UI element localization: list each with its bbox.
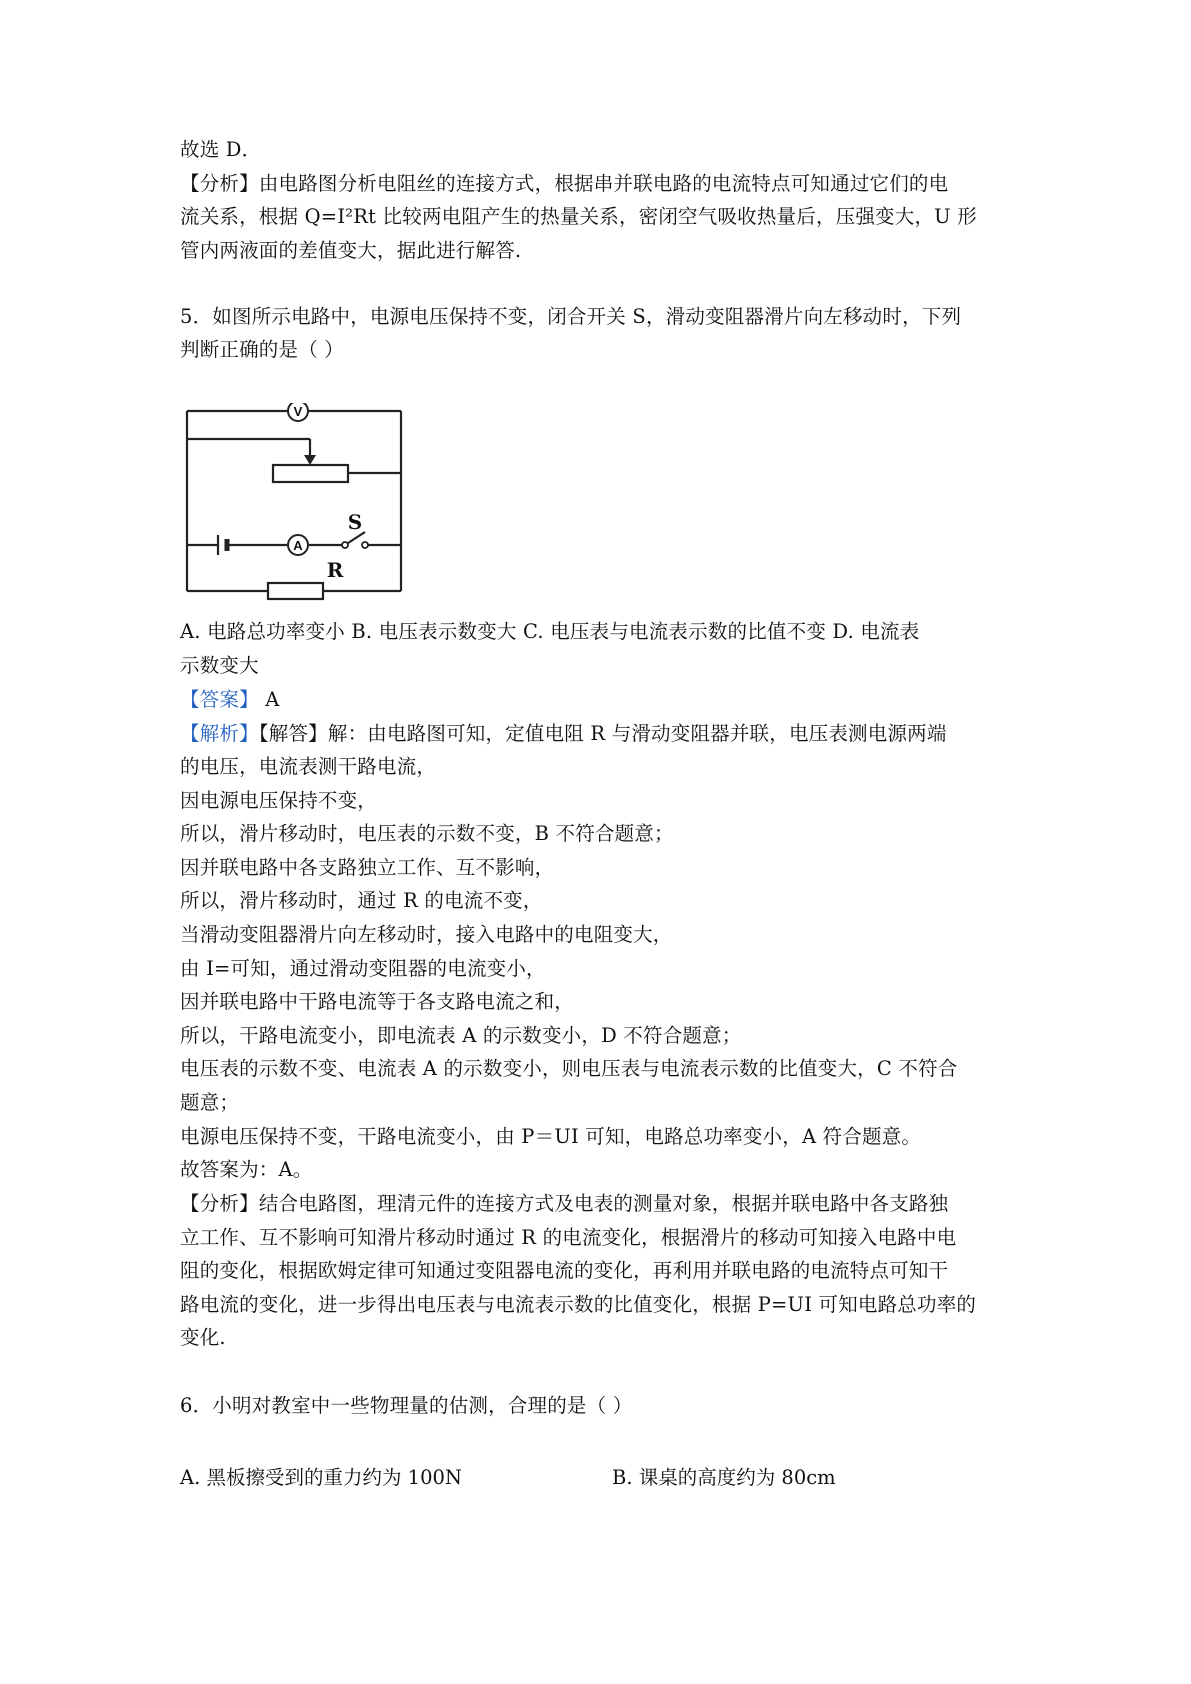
ammeter-label: A [293, 538, 303, 553]
q5-analysis-line-2: 立工作、互不影响可知滑片移动时通过 R 的电流变化，根据滑片的移动可知接入电路中电 [180, 1226, 957, 1249]
explain-tag: 【解析】 [180, 722, 259, 745]
q5-options-line-2: 示数变大 [180, 654, 259, 677]
q5-explain-line-6: 所以，滑片移动时，通过 R 的电流不变， [180, 889, 543, 912]
q5-analysis-line-3: 阻的变化，根据欧姆定律可知通过变阻器电流的变化，再利用并联电路的电流特点可知干 [180, 1259, 949, 1282]
switch-contact-right [362, 542, 368, 548]
q5-explain-line-8: 由 I=可知，通过滑动变阻器的电流变小， [180, 957, 546, 980]
resistor-label: R [326, 558, 344, 582]
q5-explain-line-9: 因并联电路中干路电流等于各支路电流之和， [180, 990, 575, 1013]
q5-stem-line-2: 判断正确的是（ ） [180, 338, 344, 361]
prev-choice: 故选 D． [180, 138, 262, 161]
q5-explain-line-10: 所以，干路电流变小，即电流表 A 的示数变小，D 不符合题意； [180, 1024, 742, 1047]
q5-analysis-tag: 【分析】 [180, 1192, 259, 1215]
q5-stem-line-1: 5．如图所示电路中，电源电压保持不变，闭合开关 S，滑动变阻器滑片向左移动时，下列 [180, 305, 962, 328]
q6-stem: 6．小明对教室中一些物理量的估测，合理的是（ ） [180, 1394, 633, 1417]
q6-option-b: B. 课桌的高度约为 80cm [612, 1466, 836, 1489]
q5-analysis-line-1: 【分析】结合电路图，理清元件的连接方式及电表的测量对象，根据并联电路中各支路独 [180, 1192, 949, 1215]
q5-analysis-line-5: 变化. [180, 1326, 226, 1349]
q5-options-line-1: A. 电路总功率变小 B. 电压表示数变大 C. 电压表与电流表示数的比值不变 D. 电流表 [180, 620, 920, 643]
switch-label: S [347, 510, 363, 534]
prev-analysis-line-3: 管内两液面的差值变大，据此进行解答. [180, 239, 522, 262]
switch-contact-left [342, 542, 348, 548]
q5-explain-line-5: 因并联电路中各支路独立工作、互不影响， [180, 856, 555, 879]
q5-explain-line-4: 所以，滑片移动时，电压表的示数不变，B 不符合题意； [180, 822, 674, 845]
q5-answer: 【答案】 A [180, 688, 280, 711]
slider-arrow-icon [304, 455, 316, 465]
q5-explain-line-7: 当滑动变阻器滑片向左移动时，接入电路中的电阻变大， [180, 923, 673, 946]
answer-tag: 【答案】 [180, 688, 259, 711]
q5-explain-line-14: 故答案为：A。 [180, 1158, 313, 1181]
q5-explain-line-3: 因电源电压保持不变， [180, 789, 378, 812]
q5-explain-line-1: 【解析】【解答】解：由电路图可知，定值电阻 R 与滑动变阻器并联，电压表测电源两端 [180, 722, 947, 745]
q5-explain-line-11: 电压表的示数不变、电流表 A 的示数变小，则电压表与电流表示数的比值变大，C 不符合 [180, 1057, 958, 1080]
prev-analysis-tag: 【分析】 [180, 172, 259, 195]
q6-option-a: A. 黑板擦受到的重力约为 100N [180, 1466, 462, 1489]
prev-analysis-line-1: 【分析】由电路图分析电阻丝的连接方式，根据串并联电路的电流特点可知通过它们的电 [180, 172, 949, 195]
q5-analysis-line-4: 路电流的变化，进一步得出电压表与电流表示数的比值变化，根据 P=UI 可知电路总功率的 [180, 1293, 977, 1316]
circuit-diagram [185, 403, 403, 603]
prev-analysis-line-2: 流关系，根据 Q=I²Rt 比较两电阻产生的热量关系，密闭空气吸收热量后，压强变大，U 形 [180, 205, 977, 228]
q5-explain-line-12: 题意； [180, 1091, 240, 1114]
q5-explain-line-2: 的电压，电流表测干路电流， [180, 755, 437, 778]
voltmeter-label: V [293, 404, 303, 419]
q5-explain-line-13: 电源电压保持不变，干路电流变小，由 P＝UI 可知，电路总功率变小，A 符合题意。 [180, 1125, 922, 1148]
